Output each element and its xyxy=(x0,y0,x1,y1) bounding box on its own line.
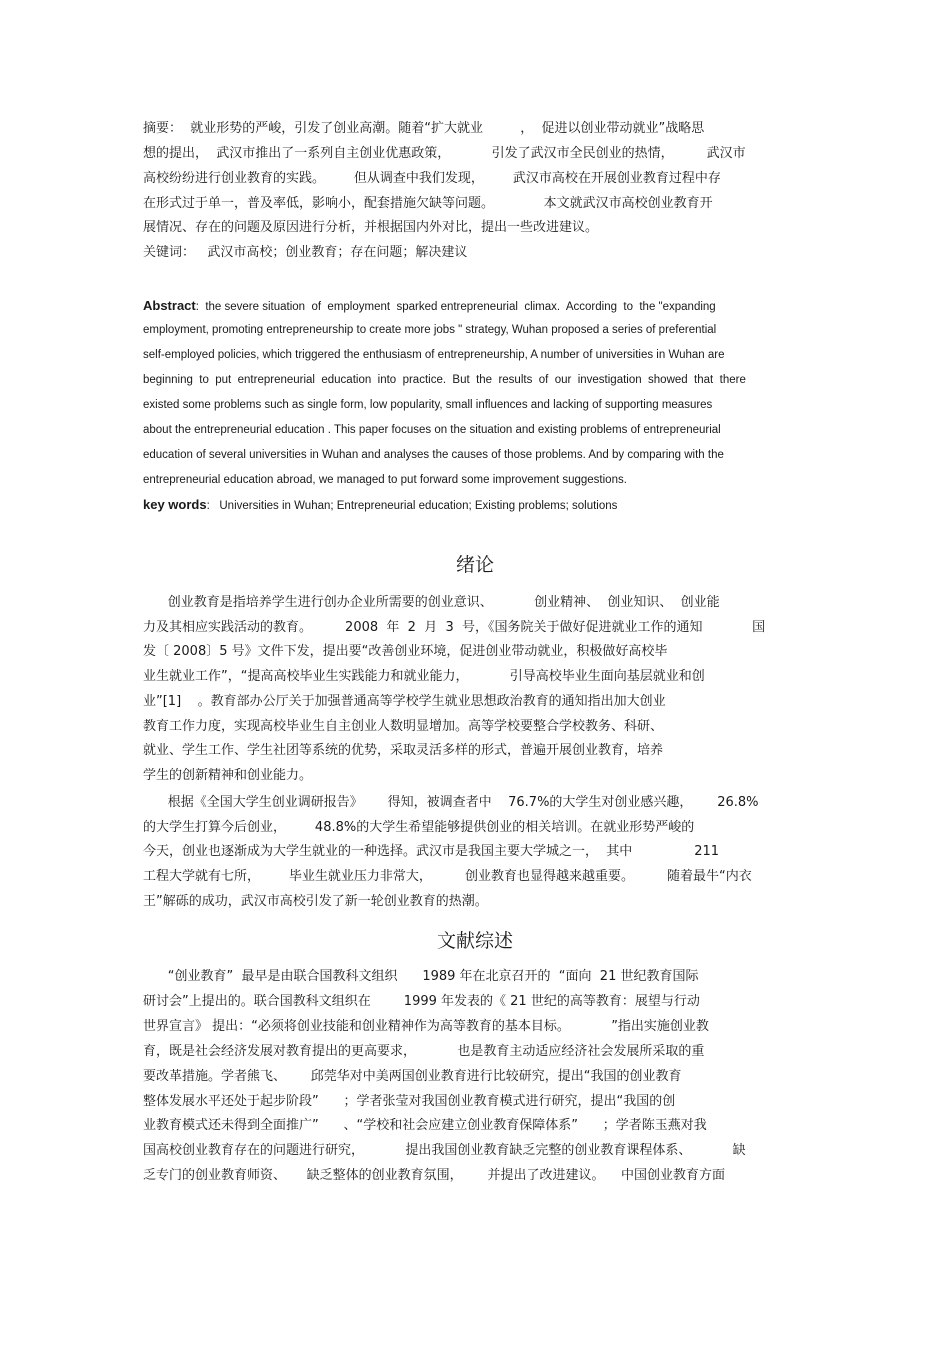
paragraph-line: 教育工作力度，实现高校毕业生自主创业人数明显增加。高等学校要整合学校教务、科研、 xyxy=(143,719,664,734)
abstract-cn-line: 想的提出， 武汉市推出了一系列自主创业优惠政策， 引发了武汉市全民创业的热情， 武汉市 xyxy=(143,146,746,161)
paragraph-line: 业”[1] 。教育部办公厅关于加强普通高等学校学生就业思想政治教育的通知指出加大创业 xyxy=(143,694,666,709)
paragraph-line: 的大学生打算今后创业， 48.8%的大学生希望能够提供创业的相关培训。在就业形势严峻的 xyxy=(143,820,695,835)
paragraph-line: 业教育模式还未得到全面推广” 、“学校和社会应建立创业教育保障体系” ；学者陈玉燕对我 xyxy=(143,1118,707,1133)
paragraph-line: 发〔 2008〕5 号》文件下发，提出要“改善创业环境，促进创业带动就业，积极做好高校毕 xyxy=(143,644,668,659)
abstract-en-line: about the entrepreneurial education . This paper focuses on the situation and existing problems of entrepreneurial xyxy=(143,424,721,436)
paragraph-line: 要改革措施。学者熊飞、 邱莞华对中美两国创业教育进行比较研究，提出“我国的创业教育 xyxy=(143,1069,682,1084)
abstract-label: Abstract xyxy=(143,298,196,313)
paragraph-line: 今天，创业也逐渐成为大学生就业的一种选择。武汉市是我国主要大学城之一， 其中 211 xyxy=(143,844,720,859)
abstract-en-line: self-employed policies, which triggered the enthusiasm of entrepreneurship, A number of universities in Wuhan are xyxy=(143,349,725,361)
paragraph-line: 创业教育是指培养学生进行创办企业所需要的创业意识、 创业精神、 创业知识、 创业能 xyxy=(143,595,720,610)
abstract-en-line xyxy=(143,297,716,316)
section-heading-review: 文献综述 xyxy=(436,930,513,952)
keywords-en-text: : Universities in Wuhan; Entrepreneurial education; Existing problems; solutions xyxy=(206,500,618,512)
abstract-en-line: employment, promoting entrepreneurship to create more jobs " strategy, Wuhan proposed a series of preferential xyxy=(143,324,717,336)
paragraph-line: 国高校创业教育存在的问题进行研究， 提出我国创业教育缺乏完整的创业教育课程体系、 缺 xyxy=(143,1143,746,1158)
paragraph-line: 力及其相应实践活动的教育。 2008 年 2 月 3 号，《国务院关于做好促进就业工作的通知 国 xyxy=(143,620,766,635)
paragraph-line: 根据《全国大学生创业调研报告》 得知，被调查者中 76.7%的大学生对创业感兴趣， 26.8% xyxy=(143,795,759,810)
abstract-en-line: entrepreneurial education abroad, we managed to put forward some improvement suggestions. xyxy=(143,474,627,486)
paragraph-line: 整体发展水平还处于起步阶段” ；学者张莹对我国创业教育模式进行研究，提出“我国的创 xyxy=(143,1094,676,1109)
paragraph-line: 世界宣言》 提出：“必须将创业技能和创业精神作为高等教育的基本目标。 ”指出实施创业教 xyxy=(143,1019,709,1034)
abstract-en-line: beginning to put entrepreneurial education into practice. But the results of our investigation showed that there xyxy=(143,374,746,386)
paragraph-line: “创业教育” 最早是由联合国教科文组织 1989 年在北京召开的 “面向 21 世纪教育国际 xyxy=(143,969,699,984)
paragraph-line: 就业、学生工作、学生社团等系统的优势，采取灵活多样的形式，普遍开展创业教育，培养 xyxy=(143,743,664,758)
paragraph-line: 学生的创新精神和创业能力。 xyxy=(143,768,313,783)
paragraph-line: 王”解砾的成功，武汉市高校引发了新一轮创业教育的热潮。 xyxy=(143,894,488,909)
paragraph-line: 工程大学就有七所， 毕业生就业压力非常大， 创业教育也显得越来越重要。 随着最牛“内衣 xyxy=(143,869,752,884)
keywords-en-label: key words xyxy=(143,497,207,512)
keywords-cn: 关键词： 武汉市高校；创业教育；存在问题；解决建议 xyxy=(143,245,468,260)
paragraph-line: 乏专门的创业教育师资、 缺乏整体的创业教育氛围， 并提出了改进建议。 中国创业教育方面 xyxy=(143,1168,725,1183)
abstract-cn-line: 高校纷纷进行创业教育的实践。 但从调查中我们发现， 武汉市高校在开展创业教育过程中存 xyxy=(143,171,721,186)
section-heading-intro: 绪论 xyxy=(455,554,494,576)
paragraph-line: 育，既是社会经济发展对教育提出的更高要求， 也是教育主动适应经济社会发展所采取的重 xyxy=(143,1044,705,1059)
abstract-cn-line: 在形式过于单一，普及率低，影响小，配套措施欠缺等问题。 本文就武汉市高校创业教育开 xyxy=(143,196,713,211)
paragraph-line: 研讨会”上提出的。联合国教科文组织在 1999 年发表的《 21 世纪的高等教育：展望与行动 xyxy=(143,994,700,1009)
abstract-en-line: existed some problems such as single form, low popularity, small influences and lacking of supporting measures xyxy=(143,399,713,411)
abstract-cn-line: 摘要： 就业形势的严峻，引发了创业高潮。随着“扩大就业 ， 促进以创业带动就业”战略思 xyxy=(143,121,705,136)
keywords-en xyxy=(143,496,617,515)
abstract-cn-line: 展情况、存在的问题及原因进行分析，并根据国内外对比，提出一些改进建议。 xyxy=(143,220,599,235)
abstract-en-first-line: : the severe situation of employment sparked entrepreneurial climax. According to the "expanding xyxy=(195,301,716,313)
paragraph-line: 业生就业工作”，“提高高校毕业生实践能力和就业能力， 引导高校毕业生面向基层就业和创 xyxy=(143,669,705,684)
abstract-en-line: education of several universities in Wuhan and analyses the causes of those problems. And by comparing with the xyxy=(143,449,724,461)
